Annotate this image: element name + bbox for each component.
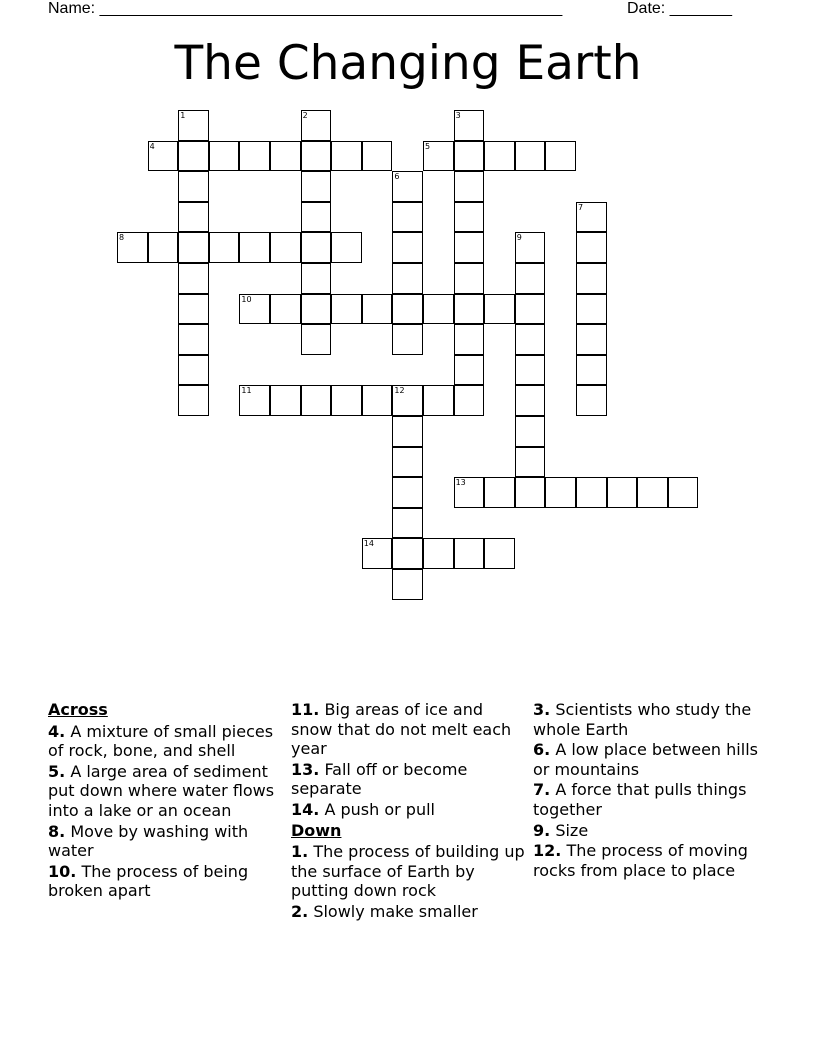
crossword-cell[interactable]	[270, 294, 301, 325]
clue-number: 11	[241, 386, 252, 396]
clue-number: 12	[394, 386, 405, 396]
crossword-cell[interactable]	[454, 324, 485, 355]
crossword-cell[interactable]	[331, 141, 362, 172]
crossword-cell[interactable]	[270, 385, 301, 416]
crossword-cell[interactable]	[392, 263, 423, 294]
clue-number: 3	[455, 111, 461, 120]
crossword-cell[interactable]	[301, 324, 332, 355]
crossword-cell[interactable]	[270, 232, 301, 263]
clue-number: 8	[119, 233, 125, 243]
clue-down-7: 7. A force that pulls things together	[533, 780, 747, 819]
clue-column-3	[533, 700, 769, 881]
crossword-cell[interactable]	[454, 141, 485, 172]
crossword-cell[interactable]	[454, 232, 485, 263]
crossword-cell[interactable]	[423, 141, 454, 172]
crossword-cell[interactable]	[545, 477, 576, 508]
clue-column-2	[291, 700, 527, 923]
crossword-cell[interactable]	[392, 508, 423, 539]
clue-across-14: 14. A push or pull	[291, 799, 435, 819]
crossword-cell[interactable]	[392, 385, 423, 416]
crossword-cell[interactable]	[178, 232, 209, 263]
clue-across-5: 5. A large area of sediment put down where water flows into a lake or an ocean	[48, 761, 275, 820]
crossword-cell[interactable]	[331, 385, 362, 416]
crossword-cell[interactable]	[515, 355, 546, 386]
clue-across-8: 8. Move by washing with water	[48, 821, 249, 861]
crossword-cell[interactable]	[637, 477, 668, 508]
clue-down-3: 3. Scientists who study the whole Earth	[533, 700, 752, 739]
crossword-cell[interactable]	[454, 355, 485, 386]
crossword-cell[interactable]	[392, 447, 423, 478]
crossword-cell[interactable]	[454, 263, 485, 294]
crossword-cell[interactable]	[239, 141, 270, 172]
crossword-cell[interactable]	[301, 171, 332, 202]
crossword-cell[interactable]	[576, 477, 607, 508]
crossword-cell[interactable]	[301, 202, 332, 233]
crossword-cell[interactable]	[209, 232, 240, 263]
crossword-cell[interactable]	[392, 324, 423, 355]
crossword-cell[interactable]	[454, 110, 485, 141]
clue-number: 10	[241, 294, 252, 304]
crossword-cell[interactable]	[239, 232, 270, 263]
date-field-label: Date: _______	[627, 0, 732, 17]
crossword-cell[interactable]	[576, 202, 607, 233]
clue-number: 6	[394, 172, 400, 182]
crossword-cell[interactable]	[576, 385, 607, 416]
clue-number: 7	[578, 202, 584, 212]
crossword-cell[interactable]	[301, 232, 332, 263]
crossword-cell[interactable]	[178, 110, 209, 141]
crossword-cell[interactable]	[484, 141, 515, 172]
page-title: The Changing Earth	[174, 36, 642, 91]
crossword-cell[interactable]	[545, 141, 576, 172]
crossword-cell[interactable]	[362, 385, 393, 416]
name-field-label: Name: ____________________________________________________	[48, 0, 563, 17]
clue-down-1: 1. The process of building up the surface of Earth by putting down rock	[291, 842, 525, 901]
crossword-cell[interactable]	[515, 141, 546, 172]
down-heading: Down	[291, 820, 342, 840]
crossword-cell[interactable]	[515, 416, 546, 447]
crossword-cell[interactable]	[178, 294, 209, 325]
crossword-cell[interactable]	[392, 416, 423, 447]
crossword-cell[interactable]	[454, 202, 485, 233]
crossword-cell[interactable]	[423, 385, 454, 416]
crossword-cell[interactable]	[301, 385, 332, 416]
clue-number: 14	[363, 539, 374, 549]
crossword-cell[interactable]	[576, 232, 607, 263]
crossword-cell[interactable]	[515, 232, 546, 263]
crossword-cell[interactable]	[331, 232, 362, 263]
crossword-cell[interactable]	[515, 324, 546, 355]
crossword-cell[interactable]	[301, 294, 332, 325]
crossword-cell[interactable]	[270, 141, 301, 172]
across-heading: Across	[48, 700, 108, 719]
crossword-cell[interactable]	[454, 171, 485, 202]
crossword-cell[interactable]	[301, 263, 332, 294]
crossword-cell[interactable]	[301, 141, 332, 172]
clue-number: 13	[455, 478, 466, 488]
clue-number: 1	[180, 111, 186, 120]
crossword-cell[interactable]	[362, 141, 393, 172]
clue-number: 5	[425, 141, 431, 151]
crossword-cell[interactable]	[392, 171, 423, 202]
clue-across-10: 10. The process of being broken apart	[48, 861, 249, 901]
clue-across-4: 4. A mixture of small pieces of rock, bone, and shell	[48, 721, 274, 761]
clue-across-11: 11. Big areas of ice and snow that do not melt each year	[291, 700, 512, 759]
clue-down-6: 6. A low place between hills or mountains	[533, 740, 758, 779]
clue-down-2: 2. Slowly make smaller	[291, 901, 478, 921]
crossword-cell[interactable]	[178, 202, 209, 233]
crossword-cell[interactable]	[515, 477, 546, 508]
crossword-cell[interactable]	[362, 294, 393, 325]
crossword-cell[interactable]	[484, 477, 515, 508]
crossword-cell[interactable]	[209, 141, 240, 172]
crossword-cell[interactable]	[454, 294, 485, 325]
clue-number: 4	[149, 141, 155, 151]
crossword-cell[interactable]	[392, 477, 423, 508]
crossword-cell[interactable]	[331, 294, 362, 325]
crossword-cell[interactable]	[392, 294, 423, 325]
crossword-cell[interactable]	[576, 263, 607, 294]
crossword-cell[interactable]	[178, 141, 209, 172]
crossword-cell[interactable]	[423, 538, 454, 569]
crossword-cell[interactable]	[178, 171, 209, 202]
crossword-cell[interactable]	[392, 538, 423, 569]
clue-down-9: 9. Size	[533, 820, 589, 840]
crossword-cell[interactable]	[515, 385, 546, 416]
crossword-cell[interactable]	[301, 110, 332, 141]
clue-column-1	[48, 700, 284, 902]
crossword-cell[interactable]	[362, 538, 393, 569]
crossword-cell[interactable]	[484, 538, 515, 569]
clue-across-13: 13. Fall off or become separate	[291, 759, 468, 799]
clue-number: 9	[516, 233, 522, 243]
crossword-cell[interactable]	[607, 477, 638, 508]
crossword-cell[interactable]	[515, 263, 546, 294]
crossword-cell[interactable]	[117, 232, 148, 263]
crossword-cell[interactable]	[576, 324, 607, 355]
clue-number: 2	[302, 111, 308, 120]
crossword-cell[interactable]	[515, 447, 546, 478]
crossword-cell[interactable]	[148, 141, 179, 172]
crossword-cell[interactable]	[178, 263, 209, 294]
crossword-cell[interactable]	[239, 385, 270, 416]
crossword-cell[interactable]	[239, 294, 270, 325]
crossword-cell[interactable]	[668, 477, 699, 508]
clue-down-12: 12. The process of moving rocks from place to place	[533, 841, 748, 880]
crossword-cell[interactable]	[392, 202, 423, 233]
crossword-cell[interactable]	[148, 232, 179, 263]
crossword-cell[interactable]	[454, 477, 485, 508]
crossword-cell[interactable]	[576, 355, 607, 386]
crossword-cell[interactable]	[423, 294, 454, 325]
crossword-cell[interactable]	[454, 538, 485, 569]
crossword-cell[interactable]	[484, 294, 515, 325]
crossword-cell[interactable]	[178, 355, 209, 386]
crossword-cell[interactable]	[515, 294, 546, 325]
crossword-cell[interactable]	[392, 569, 423, 600]
crossword-cell[interactable]	[454, 385, 485, 416]
crossword-cell[interactable]	[178, 324, 209, 355]
crossword-cell[interactable]	[576, 294, 607, 325]
clues-section	[48, 700, 768, 1030]
crossword-cell[interactable]	[178, 385, 209, 416]
crossword-cell[interactable]	[392, 232, 423, 263]
